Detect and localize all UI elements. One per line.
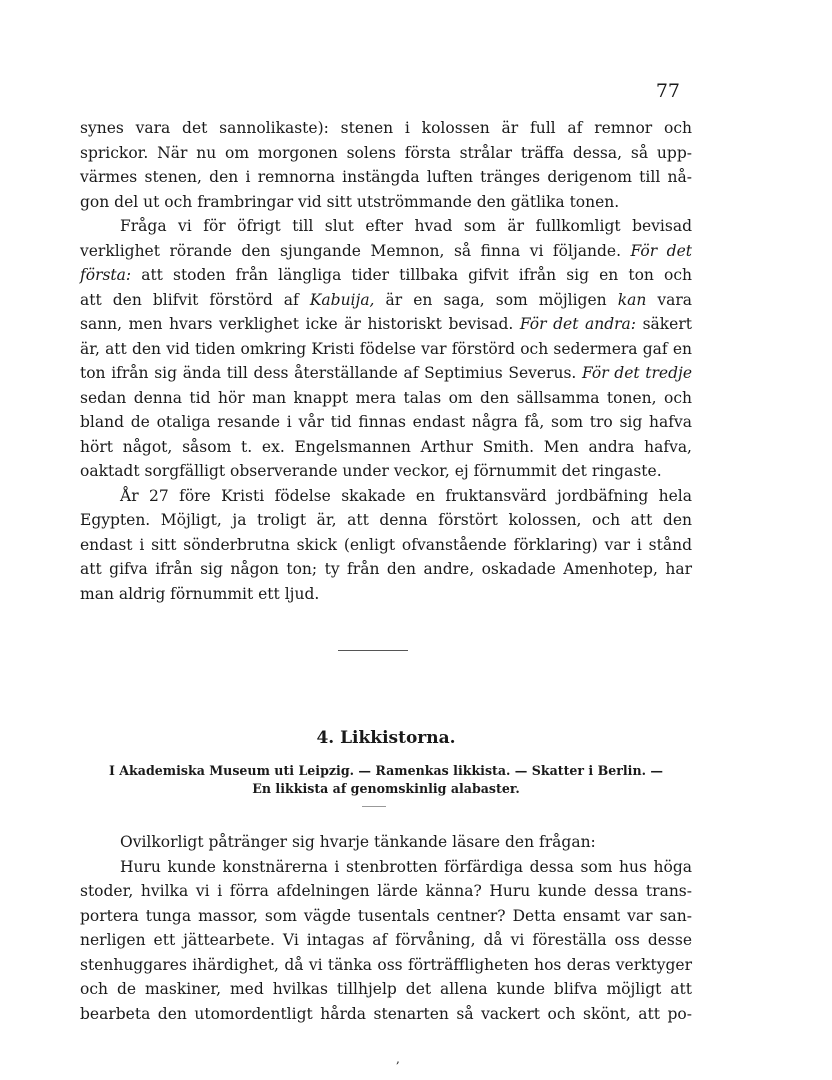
text-line: hört något, såsom t. ex. Engelsmannen Arthur Smith. Men andra hafva,	[80, 437, 692, 456]
text-line: är, att den vid tiden omkring Kristi födelse var förstörd och sedermera gaf en	[80, 339, 692, 358]
lower-text-block	[80, 830, 692, 1026]
text-line: sprickor. När nu om morgonen solens första strålar träffa dessa, så upp-	[80, 143, 692, 162]
text-span: sann, men hvars verklighet icke är historiskt bevisad.	[80, 315, 520, 333]
short-divider	[362, 806, 386, 807]
emphasis-text: första:	[80, 266, 132, 284]
text-line: värmes stenen, den i remnorna instängda luften tränges derigenom till nå-	[80, 168, 692, 186]
text-line	[80, 288, 692, 313]
text-line: att gifva ifrån sig någon ton; ty från den andre, oskadade Amenhotep, har	[80, 560, 692, 578]
text-span: att stoden från längliga tider tillbaka gifvit ifrån sig en ton och	[131, 266, 692, 284]
text-line: endast i sitt sönderbrutna skick (enligt ofvanstående förklaring) var i stånd	[80, 535, 692, 554]
page-number: 77	[655, 80, 680, 102]
text-line: stenhuggares ihärdighet, då vi tänka oss förträffligheten hos deras verktyger	[80, 955, 692, 974]
text-span: säkert	[636, 315, 692, 333]
text-line	[80, 361, 692, 386]
text-line: och de maskiner, med hvilkas tillhjelp det allena kunde blifva möjligt att	[80, 980, 692, 998]
text-line	[80, 239, 692, 264]
section-divider	[338, 650, 408, 651]
emphasis-text: För det andra:	[519, 315, 637, 333]
text-line: bearbeta den utomordentligt hårda stenarten så vackert och skönt, att po-	[80, 1004, 692, 1023]
text-line: man aldrig förnummit ett ljud.	[80, 584, 320, 603]
text-line: Egypten. Möjligt, ja troligt är, att denna förstört kolossen, och att den	[80, 511, 692, 529]
text-line: synes vara det sannolikaste): stenen i kolossen är full af remnor och	[80, 119, 692, 137]
section-subheading	[76, 762, 696, 798]
subheading-line: I Akademiska Museum uti Leipzig. — Ramenkas likkista. — Skatter i Berlin. —	[109, 763, 663, 778]
text-line	[80, 312, 692, 337]
paragraph-remnor	[80, 116, 692, 214]
paragraph-stenbrotten	[80, 855, 692, 1027]
text-line: bland de otaliga resande i vår tid finnas endast några få, som tro sig hafva	[80, 413, 692, 431]
emphasis-text: För det	[630, 241, 692, 260]
text-span: ton ifrån sig ända till dess återställande af Septimius Severus.	[80, 364, 582, 382]
text-span: verklighet rörande den sjungande Memnon, så finna vi följande.	[80, 241, 631, 260]
text-line: oaktadt sorgfälligt observerande under veckor, ej förnummit det ringaste.	[80, 462, 662, 480]
text-line: Fråga vi för öfrigt till slut efter hvad som är fullkomligt bevisad	[120, 217, 692, 235]
paragraph-memnon	[80, 214, 692, 484]
text-line	[80, 263, 692, 288]
upper-text-block	[80, 116, 692, 606]
text-line: nerligen ett jättearbete. Vi intagas af förvåning, då vi föreställa oss desse	[80, 931, 692, 949]
emphasis-text: kan	[617, 290, 647, 309]
text-line: gon del ut och frambringar vid sitt utströmmande den gätlika tonen.	[80, 192, 620, 211]
text-line: sedan denna tid hör man knappt mera talas om den sällsamma tonen, och	[80, 388, 692, 407]
text-span: vara	[646, 290, 693, 309]
paragraph-jordbafning	[80, 484, 692, 607]
emphasis-text: För det tredje	[581, 364, 692, 382]
text-line: portera tunga massor, som vägde tusentals centner? Detta ensamt var san-	[80, 906, 692, 925]
text-line: Ovilkorligt påtränger sig hvarje tänkande läsare den frågan:	[120, 833, 596, 851]
text-line: Huru kunde konstnärerna i stenbrotten förfärdiga dessa som hus höga	[120, 857, 692, 876]
text-line: År 27 före Kristi födelse skakade en fruktansvärd jordbäfning hela	[120, 486, 692, 505]
text-line: stoder, hvilka vi i förra afdelningen lärde känna? Huru kunde dessa trans-	[80, 882, 692, 900]
section-heading: 4. Likkistorna.	[316, 728, 456, 748]
emphasis-text: Kabuija,	[309, 290, 375, 309]
text-span: är en saga, som möjligen	[374, 290, 618, 309]
subheading-line: En likkista af genomskinlig alabaster.	[252, 781, 520, 796]
paragraph-fragan	[80, 830, 692, 855]
text-span: att den blifvit förstörd af	[80, 290, 310, 309]
footer-mark: ,	[396, 1052, 400, 1066]
